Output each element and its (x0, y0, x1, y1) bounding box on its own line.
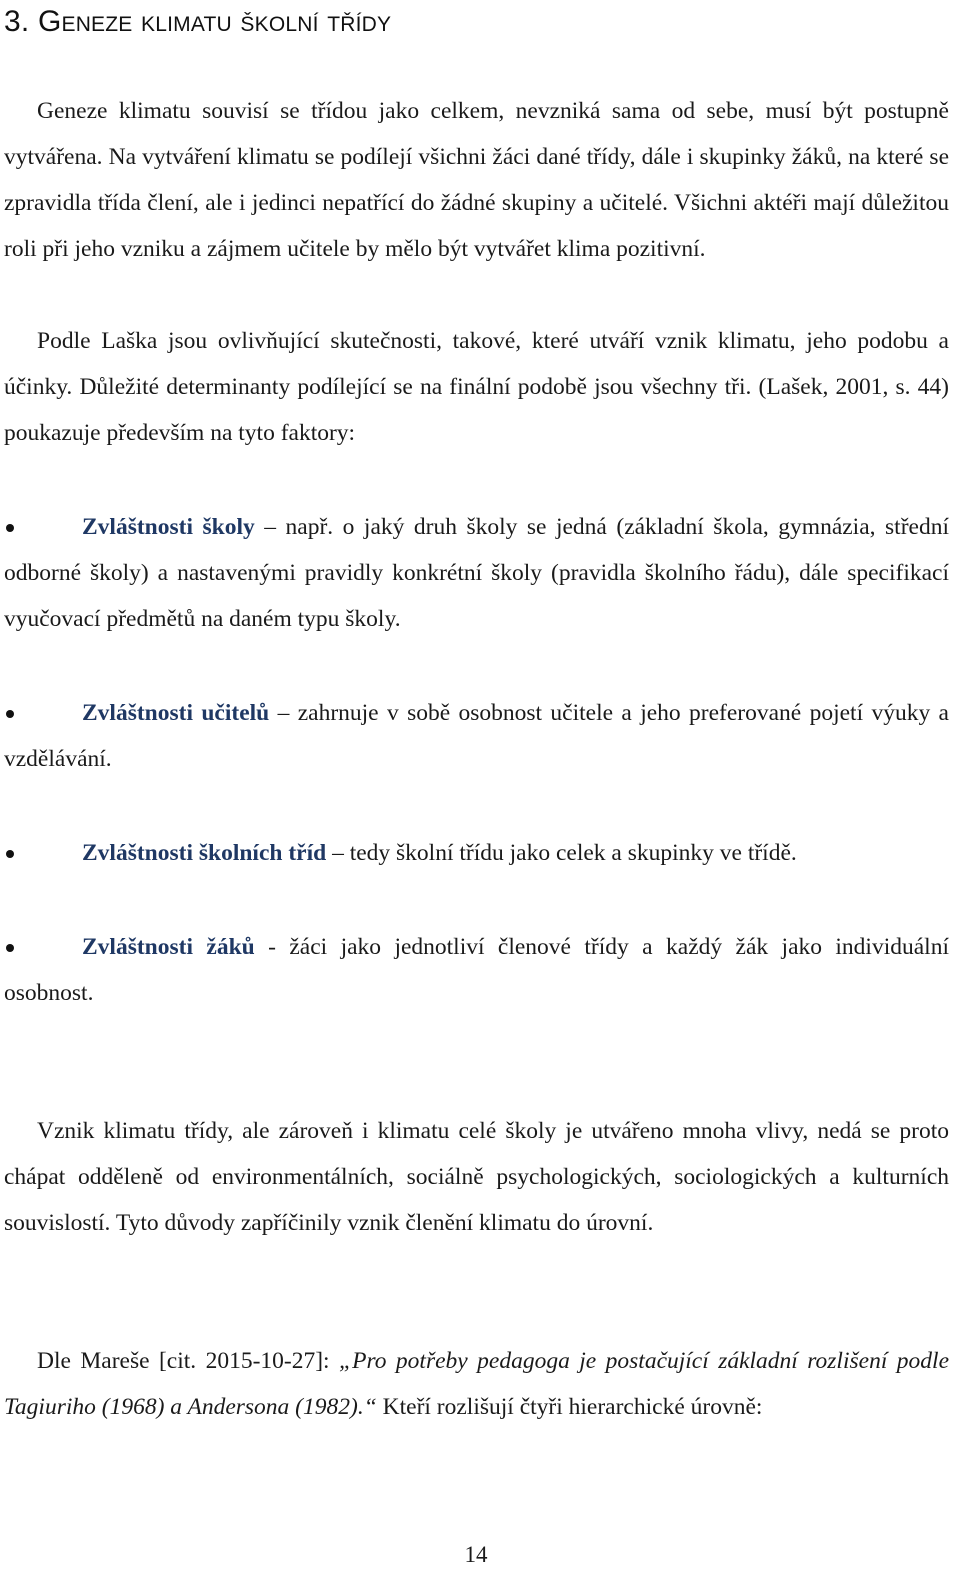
list-item (4, 830, 949, 876)
list-item-text: – zahrnuje v sobě osobnost učitele a jeho preferované pojetí výuky a vzdělávání. (4, 700, 949, 772)
paragraph-3: Vznik klimatu třídy, ale zároveň i klimatu celé školy je utvářeno mnoha vlivy, nedá se proto chápat odděleně od environmentálních, sociálně psychologických, sociologických a kulturních souvislostí. Tyto důvody zapříčinily vznik členění klimatu do úrovní. (4, 1118, 949, 1236)
list-item-term: Zvláštnosti školních tříd (82, 840, 327, 866)
list-item (4, 690, 949, 782)
section-heading: 3. Geneze klimatu školní třídy (4, 5, 392, 38)
list-item (4, 924, 949, 1016)
list-item-text: – tedy školní třídu jako celek a skupinky ve třídě. (326, 840, 797, 866)
list-item-term: Zvláštnosti žáků (82, 934, 255, 960)
list-item-text: – např. o jaký druh školy se jedná (základní škola, gymnázia, střední odborné školy) a nastavenými pravidly konkrétní školy (pravidla školního řádu), dále specifikací vyučovací předmětů na daném typu školy. (4, 514, 949, 632)
list-item-term: Zvláštnosti učitelů (82, 700, 270, 726)
paragraph-1: Geneze klimatu souvisí se třídou jako celkem, nevzniká sama od sebe, musí být postupně vytvářena. Na vytváření klimatu se podílejí všichni žáci dané třídy, dále i skupinky žáků, na které se zpravidla třída člení, ale i jedinci nepatřící do žádné skupiny a učitelé. Všichni aktéři mají důležitou roli při jeho vzniku a zájmem učitele by mělo být vytvářet klima pozitivní. (4, 98, 949, 262)
list-item (4, 504, 949, 642)
paragraph-4: Dle Mareše [cit. 2015-10-27]: „Pro potřeby pedagoga je postačující základní rozlišení podle Tagiuriho (1968) a Andersona (1982).“ Kteří rozlišují čtyři hierarchické úrovně: (4, 1348, 949, 1420)
quotation: „Pro potřeby pedagoga je postačující základní rozlišení podle Tagiuriho (1968) a Andersona (1982).“ (4, 1348, 949, 1420)
paragraph-2: Podle Laška jsou ovlivňující skutečnosti, takové, které utváří vznik klimatu, jeho podobu a účinky. Důležité determinanty podílející se na finální podobě jsou všechny tři. (Lašek, 2001, s. 44) poukazuje především na tyto faktory: (4, 328, 949, 446)
page-number: 14 (464, 1542, 488, 1567)
list-item-text: - žáci jako jednotliví členové třídy a každý žák jako individuální osobnost. (4, 934, 949, 1006)
list-item-term: Zvláštnosti školy (82, 514, 255, 540)
